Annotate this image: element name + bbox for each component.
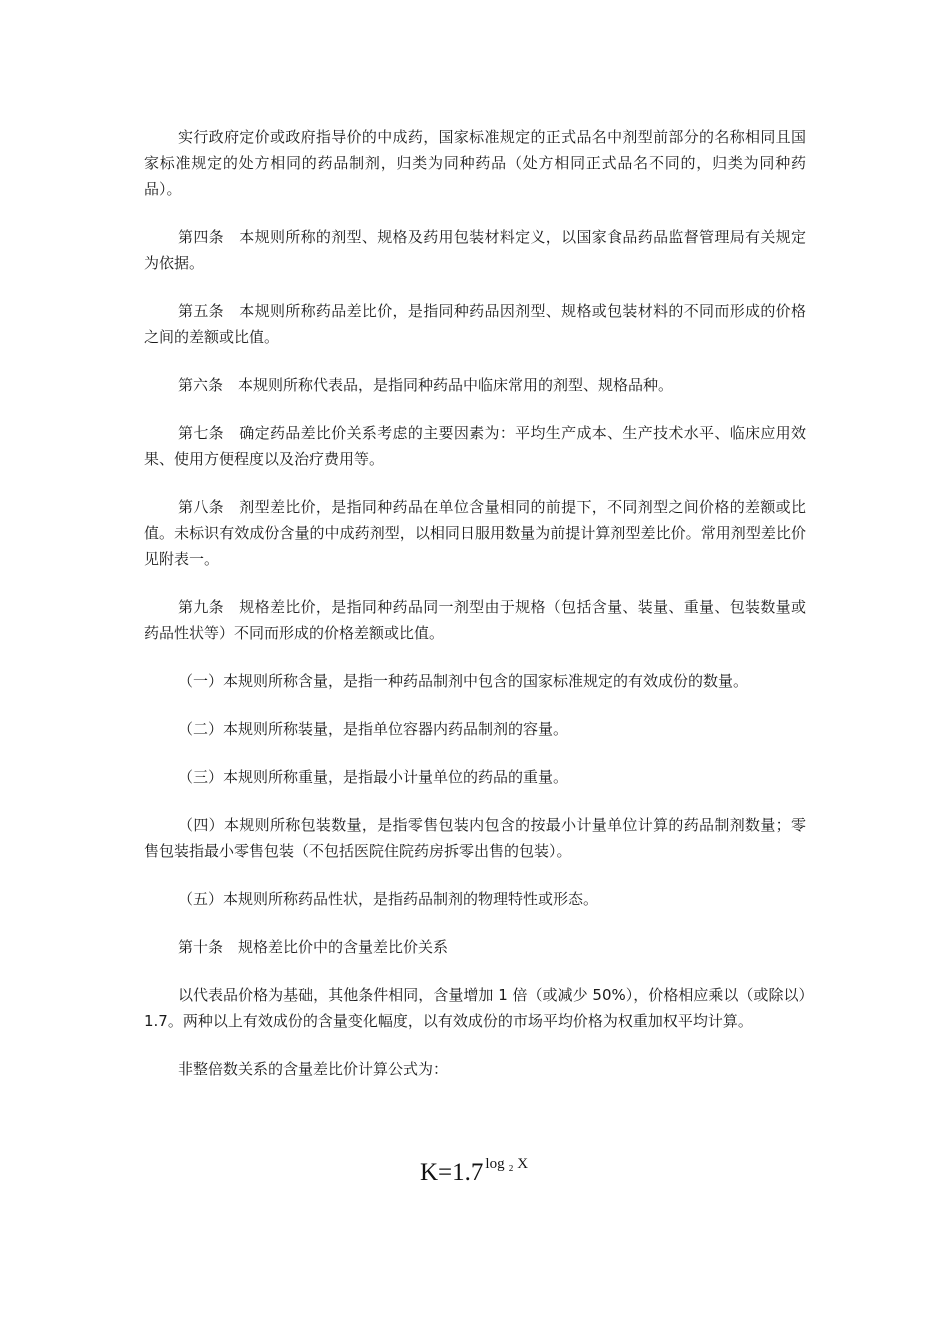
formula-exponent: log ₂ X xyxy=(485,1156,529,1172)
paragraph-article-10: 第十条 规格差比价中的含量差比价关系 xyxy=(178,938,449,956)
paragraph-content-ratio: 以代表品价格为基础，其他条件相同，含量增加 1 倍（或减少 50%），价格相应乘以（或除以）1.7。两种以上有效成份的含量变化幅度，以有效成份的市场平均价格为权重加权平均计算。 xyxy=(144,986,806,1030)
list-item-weight: （三）本规则所称重量，是指最小计量单位的药品的重量。 xyxy=(178,768,569,786)
list-item-volume: （二）本规则所称装量，是指单位容器内药品制剂的容量。 xyxy=(178,720,569,738)
list-item-drug-form: （五）本规则所称药品性状，是指药品制剂的物理特性或形态。 xyxy=(178,890,599,908)
paragraph-article-5: 第五条 本规则所称药品差比价，是指同种药品因剂型、规格或包装材料的不同而形成的价格之间的差额或比值。 xyxy=(144,302,806,346)
paragraph-same-drug-definition: 实行政府定价或政府指导价的中成药，国家标准规定的正式品名中剂型前部分的名称相同且国家标准规定的处方相同的药品制剂，归类为同种药品（处方相同正式品名不同的，归类为同种药品）。 xyxy=(144,128,806,198)
paragraph-article-9: 第九条 规格差比价，是指同种药品同一剂型由于规格（包括含量、装量、重量、包装数量或药品性状等）不同而形成的价格差额或比值。 xyxy=(144,598,806,642)
paragraph-article-7: 第七条 确定药品差比价关系考虑的主要因素为：平均生产成本、生产技术水平、临床应用效果、使用方便程度以及治疗费用等。 xyxy=(144,424,806,468)
paragraph-article-6: 第六条 本规则所称代表品，是指同种药品中临床常用的剂型、规格品种。 xyxy=(178,376,674,394)
list-item-content: （一）本规则所称含量，是指一种药品制剂中包含的国家标准规定的有效成份的数量。 xyxy=(178,672,749,690)
paragraph-formula-intro: 非整倍数关系的含量差比价计算公式为： xyxy=(178,1060,449,1078)
formula-base: K=1.7 xyxy=(420,1159,484,1186)
document-body xyxy=(144,124,806,1104)
paragraph-article-8: 第八条 剂型差比价，是指同种药品在单位含量相同的前提下，不同剂型之间价格的差额或比值。未标识有效成份含量的中成药剂型，以相同日服用数量为前提计算剂型差比价。常用剂型差比价见附表一。 xyxy=(144,498,806,568)
list-item-package-quantity: （四）本规则所称包装数量，是指零售包装内包含的按最小计量单位计算的药品制剂数量；零售包装指最小零售包装（不包括医院住院药房拆零出售的包装）。 xyxy=(144,816,806,860)
paragraph-article-4: 第四条 本规则所称的剂型、规格及药用包装材料定义，以国家食品药品监督管理局有关规定为依据。 xyxy=(144,228,806,272)
price-ratio-formula xyxy=(420,1156,529,1191)
